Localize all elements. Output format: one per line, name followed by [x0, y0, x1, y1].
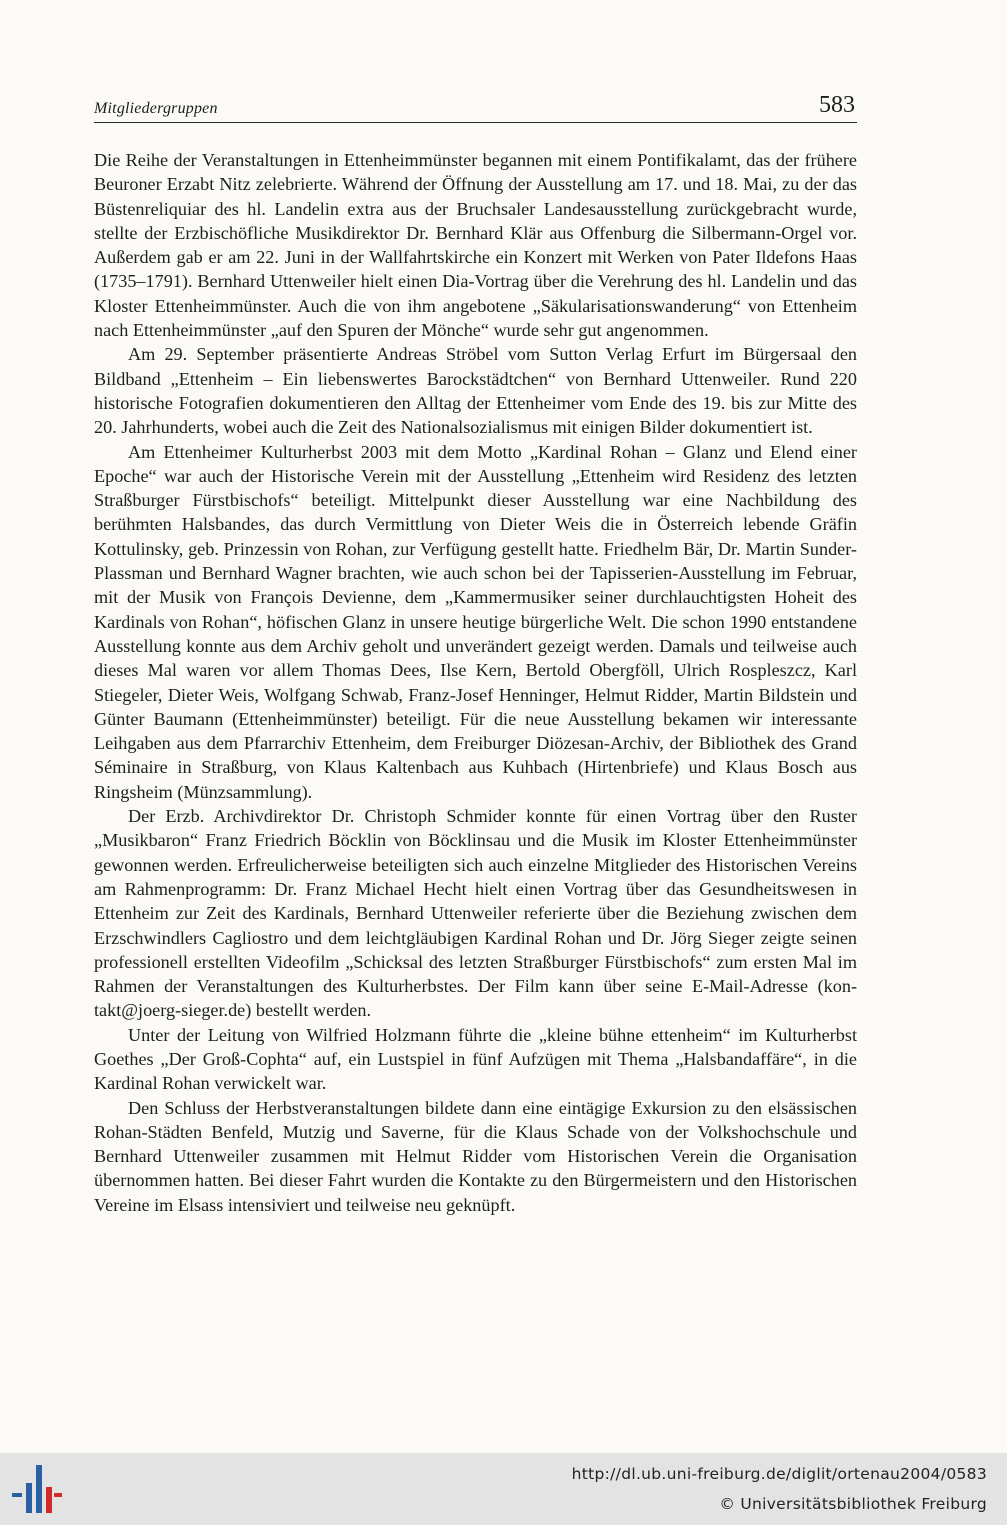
page-number: 583 [819, 92, 855, 118]
paragraph: Der Erzb. Archivdirektor Dr. Christoph Schmider konnte für einen Vortrag über den Ruster „Musikbaron“ Franz Friedrich Böcklin von Böcklinsau und die Musik im Kloster Ettenheimmünster gewonnen werden. Erfreulicherweise beteiligten sich auch einzelne Mitglieder des Historischen Vereins am Rahmenprogramm: Dr. Franz Michael Hecht hielt einen Vortrag über das Gesundheitswesen in Ettenheim zur Zeit des Kardinals, Bernhard Uttenweiler referierte über die Beziehung zwischen dem Erzschwindlers Cagliostro und dem leichtgläubigen Kardinal Rohan und Dr. Jörg Sieger zeigte seinen professionell erstellten Videofilm „Schicksal des letzten Straßburger Fürstbischofs“ zum ersten Mal im Rahmen der Veranstaltungen des Kulturherbstes. Der Film kann über seine E-Mail-Adresse (kontakt@joerg-sieger.de) bestellt werden. [94, 806, 857, 1021]
library-logo-icon [12, 1465, 62, 1513]
footer-bar [0, 1453, 1007, 1525]
paragraph: Den Schluss der Herbstveranstaltungen bildete dann eine eintägige Exkursion zu den elsässischen Rohan-Städten Benfeld, Mutzig und Saverne, für die Klaus Schade von der Volkshochschule und Bernhard Uttenweiler zusammen mit Helmut Ridder vom Historischen Verein die Organisation übernommen hatten. Bei dieser Fahrt wurden die Kontakte zu den Bürgermeistern und den Historischen Vereine im Elsass intensiviert und teilweise neu geknüpft. [94, 1097, 857, 1215]
paragraph: Die Reihe der Veranstaltungen in Ettenheimmünster begannen mit einem Pontifikalamt, das der frühere Beuroner Erzabt Nitz zelebrierte. Während der Öffnung der Ausstellung am 17. und 18. Mai, zu der das Büstenreliquiar des hl. Landelin extra aus der Bruchsaler Landesausstellung zurückgebracht wurde, stellte der Erzbischöfliche Musikdirektor Dr. Bernhard Klär aus Offenburg die Silbermann-Orgel vor. Außerdem gab er am 22. Juni in der Wallfahrtskirche ein Konzert mit Werken von Pater Ildefons Haas (1735–1791). Bernhard Uttenweiler hielt einen Dia-Vortrag über die Verehrung des hl. Landelin und das Kloster Ettenheimmünster. Auch die von ihm angebotene „Säkularisationswanderung“ von Ettenheim nach Ettenheimmünster „auf den Spuren der Mönche“ wurde sehr gut angenommen. [94, 150, 857, 341]
paragraph: Unter der Leitung von Wilfried Holzmann führte die „kleine bühne ettenheim“ im Kulturherbst Goethes „Der Groß-Cophta“ auf, ein Lustspiel in fünf Aufzügen mit Thema „Halsbandaffäre“, in die Kardinal Rohan verwickelt war. [94, 1024, 857, 1094]
body-text [94, 148, 857, 1217]
paragraph: Am 29. September präsentierte Andreas Ströbel vom Sutton Verlag Erfurt im Bürgersaal den Bildband „Ettenheim – Ein liebenswertes Barockstädtchen“ von Bernhard Uttenweiler. Rund 220 historische Fotografien dokumentieren den Alltag der Ettenheimer vom Ende des 19. bis zur Mitte des 20. Jahrhunderts, wobei auch die Zeit des Nationalsozialismus mit einigen Bilder dokumentiert ist. [94, 344, 857, 438]
running-title: Mitgliedergruppen [94, 100, 218, 117]
footer-copyright: © Universitätsbibliothek Freiburg [719, 1495, 987, 1513]
paragraph: Am Ettenheimer Kulturherbst 2003 mit dem Motto „Kardinal Rohan – Glanz und Elend einer Epoche“ war auch der Historische Verein mit der Ausstellung „Ettenheim wird Residenz des letzten Straßburger Fürstbischofs“ beteiligt. Mittelpunkt dieser Ausstellung war eine Nachbildung des berühmten Halsbandes, das durch Vermittlung von Dieter Weis die in Österreich lebende Gräfin Kottulinsky, geb. Prinzessin von Rohan, zur Verfügung gestellt hatte. Friedhelm Bär, Dr. Martin Sunder-Plassman und Bernhard Wagner brachten, wie auch schon bei der Tapisserien-Ausstellung im Februar, mit der Musik von François Devienne, dem „Kammermusiker seiner durchlauchtigsten Hoheit des Kardinals von Rohan“, höfischen Glanz in unsere heutige bürgerliche Welt. Die schon 1990 entstandene Ausstellung konnte aus dem Archiv geholt und unverändert gezeigt werden. Damals und teilweise auch dieses Mal waren vor allem Thomas Dees, Ilse Kern, Bertold Obergföll, Ulrich Rospleszcz, Karl Stiegeler, Dieter Weis, Wolfgang Schwab, Franz-Josef Henninger, Helmut Ridder, Martin Bildstein und Günter Baumann (Ettenheimmünster) beteiligt. Für die neue Ausstellung bekamen wir interessante Leihgaben aus dem Pfarrarchiv Ettenheim, dem Freiburger Diözesan-Archiv, der Bibliothek des Grand Séminaire in Straßburg, von Klaus Kaltenbach aus Kuhbach (Hirtenbriefe) und Klaus Bosch aus Ringsheim (Münzsammlung). [94, 441, 857, 802]
footer-url-link[interactable]: http://dl.ub.uni-freiburg.de/diglit/ortenau2004/0583 [571, 1465, 987, 1483]
page-header [94, 88, 857, 123]
